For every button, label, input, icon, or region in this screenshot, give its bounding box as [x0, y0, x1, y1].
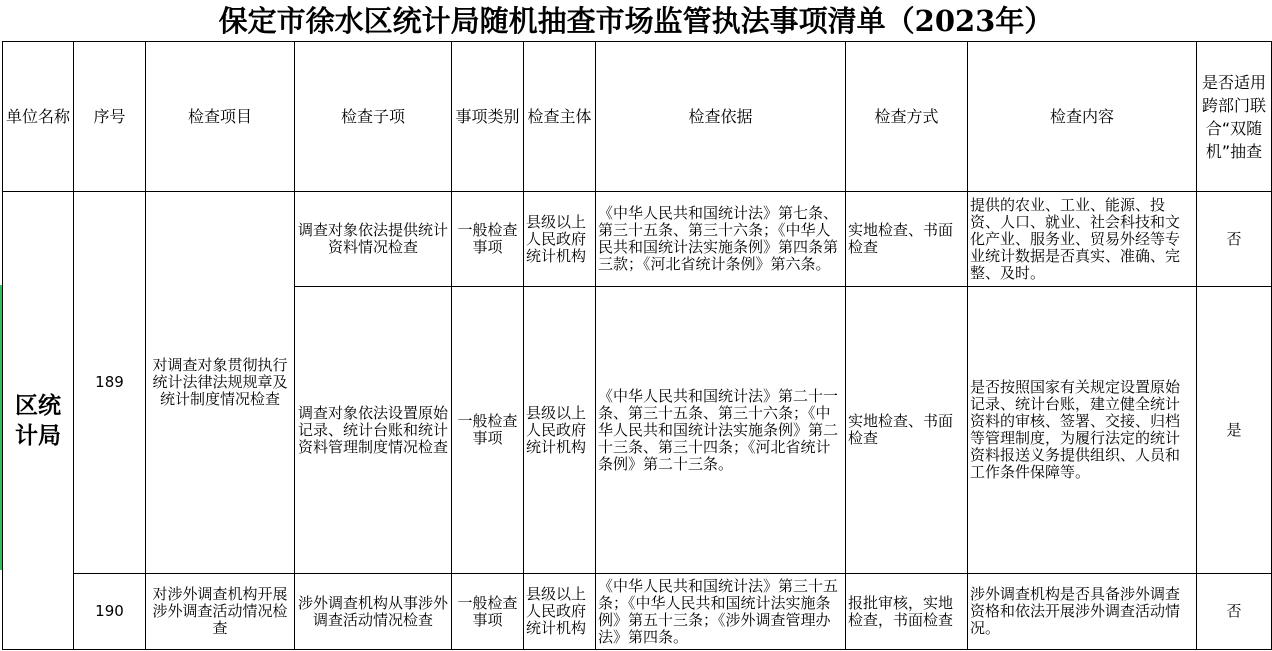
subitem-cell: 调查对象依法提供统计资料情况检查	[295, 192, 452, 287]
item-cell: 对调查对象贯彻执行统计法律法规规章及统计制度情况检查	[146, 192, 295, 574]
basis-cell: 《中华人民共和国统计法》第七条、第三十五条、第三十六条；《中华人民共和国统计法实施条例》第四条第三款；《河北省统计条例》第六条。	[596, 192, 846, 287]
header-content: 检查内容	[968, 42, 1197, 192]
header-method: 检查方式	[846, 42, 968, 192]
header-unit: 单位名称	[3, 42, 74, 192]
inspection-table	[2, 41, 1272, 650]
basis-cell: 《中华人民共和国统计法》第二十一条、第三十五条、第三十六条；《中华人民共和国统计法实施条例》第二十三条、第三十四条；《河北省统计条例》第二十三条。	[596, 287, 846, 574]
category-cell: 一般检查事项	[452, 192, 524, 287]
header-basis: 检查依据	[596, 42, 846, 192]
header-subitem: 检查子项	[295, 42, 452, 192]
category-cell: 一般检查事项	[452, 574, 524, 650]
content-cell: 是否按照国家有关规定设置原始记录、统计台账，建立健全统计资料的审核、签署、交接、归档等管理制度，为履行法定的统计资料报送义务提供组织、人员和工作条件保障等。	[968, 287, 1197, 574]
joint-cell: 否	[1197, 192, 1272, 287]
table-row	[3, 192, 1272, 287]
joint-cell: 否	[1197, 574, 1272, 650]
method-cell: 实地检查、书面检查	[846, 287, 968, 574]
header-row	[3, 42, 1272, 192]
table-row	[3, 574, 1272, 650]
unit-name-cell: 区统计局	[3, 192, 74, 650]
subitem-cell: 调查对象依法设置原始记录、统计台账和统计资料管理制度情况检查	[295, 287, 452, 574]
seq-cell: 189	[74, 192, 146, 574]
subitem-cell: 涉外调查机构从事涉外调查活动情况检查	[295, 574, 452, 650]
subject-cell: 县级以上人民政府统计机构	[524, 287, 596, 574]
subject-cell: 县级以上人民政府统计机构	[524, 574, 596, 650]
subject-cell: 县级以上人民政府统计机构	[524, 192, 596, 287]
category-cell: 一般检查事项	[452, 287, 524, 574]
method-cell: 报批审核，实地检查，书面检查	[846, 574, 968, 650]
item-cell: 对涉外调查机构开展涉外调查活动情况检查	[146, 574, 295, 650]
basis-cell: 《中华人民共和国统计法》第三十五条；《中华人民共和国统计法实施条例》第五十三条；《涉外调查管理办法》第四条。	[596, 574, 846, 650]
header-item: 检查项目	[146, 42, 295, 192]
header-seq: 序号	[74, 42, 146, 192]
header-joint: 是否适用跨部门联合“双随机”抽查	[1197, 42, 1272, 192]
method-cell: 实地检查、书面检查	[846, 192, 968, 287]
header-subject: 检查主体	[524, 42, 596, 192]
seq-cell: 190	[74, 574, 146, 650]
page-title: 保定市徐水区统计局随机抽查市场监管执法事项清单（2023年）	[218, 4, 1054, 38]
content-cell: 涉外调查机构是否具备涉外调查资格和依法开展涉外调查活动情况。	[968, 574, 1197, 650]
header-category: 事项类别	[452, 42, 524, 192]
content-cell: 提供的农业、工业、能源、投资、人口、就业、社会科技和文化产业、服务业、贸易外经等专业统计数据是否真实、准确、完整、及时。	[968, 192, 1197, 287]
joint-cell: 是	[1197, 287, 1272, 574]
